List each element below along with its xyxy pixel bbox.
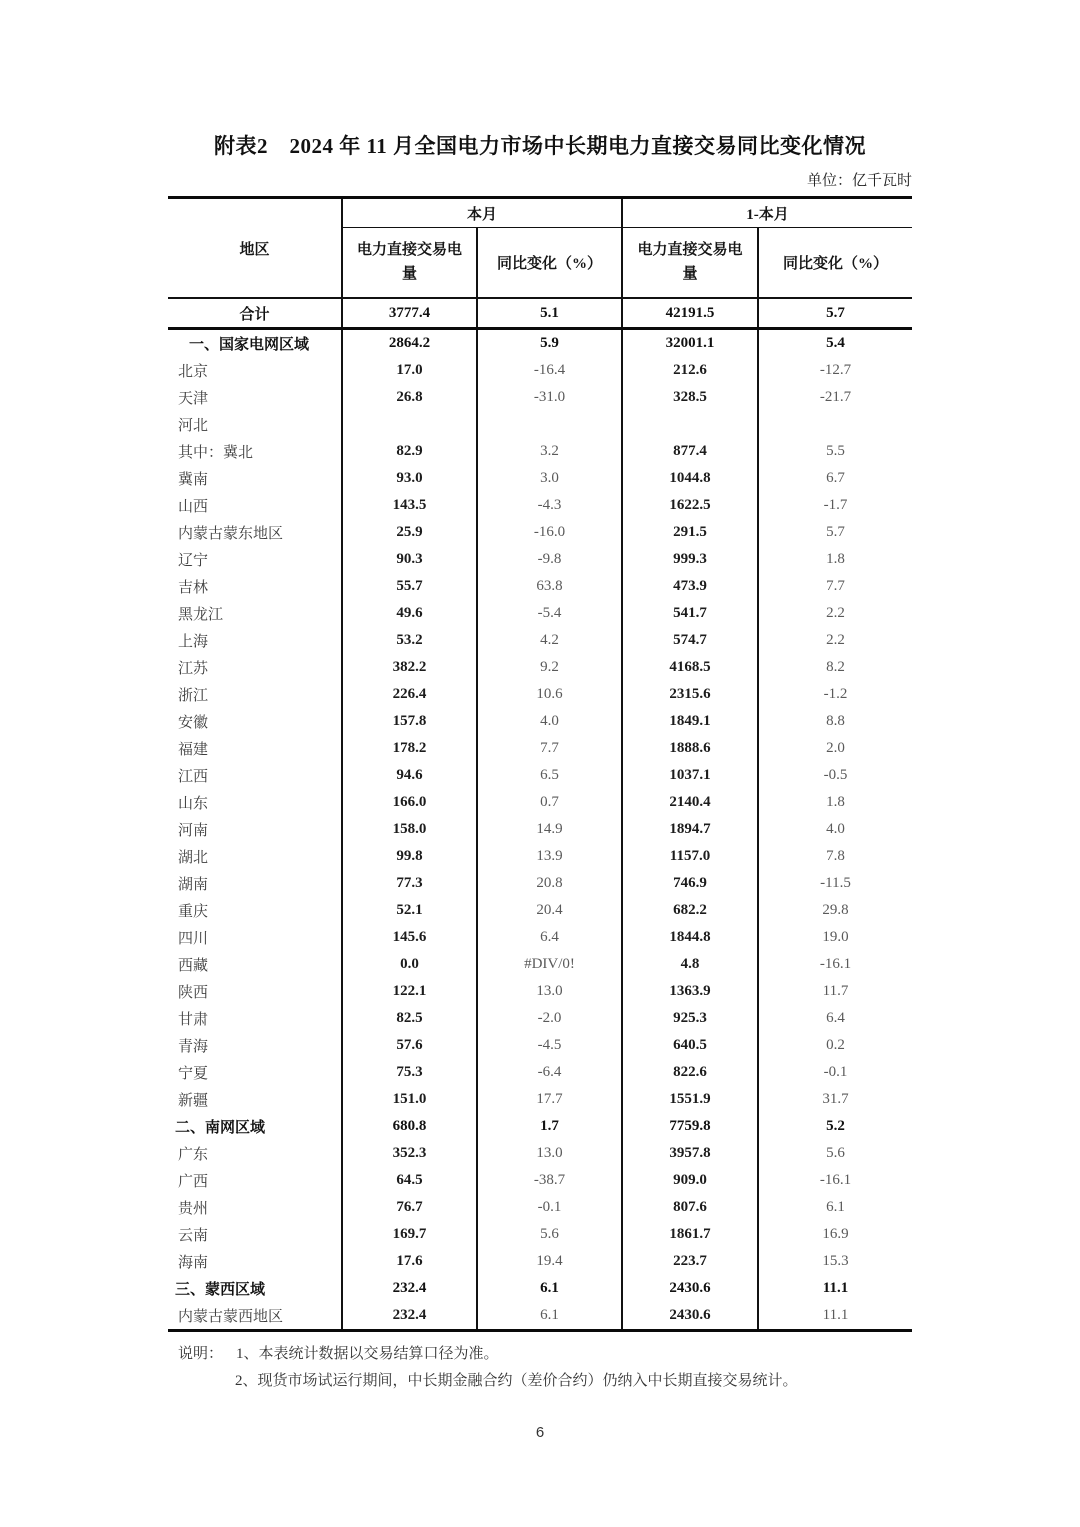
table-row bbox=[168, 897, 912, 924]
header-row-groups bbox=[168, 198, 912, 228]
cumulative-volume-cell: 2140.4 bbox=[622, 789, 758, 816]
page-number: 6 bbox=[535, 1424, 545, 1441]
month-volume-cell: 76.7 bbox=[342, 1194, 477, 1221]
cumulative-yoy-cell: 5.2 bbox=[758, 1113, 912, 1140]
cumulative-volume-cell: 909.0 bbox=[622, 1167, 758, 1194]
month-yoy-cell: -9.8 bbox=[477, 546, 622, 573]
table-row bbox=[168, 298, 912, 329]
region-cell: 二、南网区域 bbox=[175, 1120, 266, 1136]
cumulative-yoy-cell: -16.1 bbox=[758, 1167, 912, 1194]
month-volume-cell: 166.0 bbox=[342, 789, 477, 816]
region-cell: 四川 bbox=[178, 931, 209, 947]
region-cell: 河南 bbox=[178, 823, 209, 839]
region-cell: 黑龙江 bbox=[178, 607, 224, 623]
region-cell: 青海 bbox=[178, 1039, 209, 1055]
cumulative-volume-cell: 291.5 bbox=[622, 519, 758, 546]
region-cell: 西藏 bbox=[178, 958, 209, 974]
table-row bbox=[168, 546, 912, 573]
cumulative-yoy-cell: 29.8 bbox=[758, 897, 912, 924]
cumulative-volume-cell: 1844.8 bbox=[622, 924, 758, 951]
cumulative-volume-cell: 574.7 bbox=[622, 627, 758, 654]
cumulative-yoy-cell: 11.7 bbox=[758, 978, 912, 1005]
cumulative-yoy-cell: 5.7 bbox=[758, 519, 912, 546]
cumulative-yoy-cell: 19.0 bbox=[758, 924, 912, 951]
table-row bbox=[168, 1248, 912, 1275]
cumulative-yoy-cell: 11.1 bbox=[758, 1275, 912, 1302]
month-yoy-cell: 20.8 bbox=[477, 870, 622, 897]
cumulative-volume-cell: 746.9 bbox=[622, 870, 758, 897]
cumulative-volume-cell: 328.5 bbox=[622, 384, 758, 411]
cumulative-yoy-cell: 2.2 bbox=[758, 600, 912, 627]
table-row bbox=[168, 411, 912, 438]
month-yoy-cell: -2.0 bbox=[477, 1005, 622, 1032]
table-row bbox=[168, 1194, 912, 1221]
table-row bbox=[168, 465, 912, 492]
cumulative-yoy-cell: 7.7 bbox=[758, 573, 912, 600]
table-row bbox=[168, 978, 912, 1005]
cumulative-volume-cell: 1044.8 bbox=[622, 465, 758, 492]
cumulative-yoy-cell: 1.8 bbox=[758, 789, 912, 816]
cumulative-volume-cell: 640.5 bbox=[622, 1032, 758, 1059]
table-row bbox=[168, 924, 912, 951]
cumulative-volume-cell: 822.6 bbox=[622, 1059, 758, 1086]
region-cell: 安徽 bbox=[178, 715, 209, 731]
cumulative-yoy-cell: 6.1 bbox=[758, 1194, 912, 1221]
month-volume-cell: 53.2 bbox=[342, 627, 477, 654]
month-volume-cell: 64.5 bbox=[342, 1167, 477, 1194]
cumulative-volume-cell: 541.7 bbox=[622, 600, 758, 627]
cumulative-volume-cell: 2315.6 bbox=[622, 681, 758, 708]
table-row bbox=[168, 762, 912, 789]
region-cell: 天津 bbox=[178, 391, 209, 407]
header-cumulative-volume: 电力直接交易电量 bbox=[622, 228, 758, 299]
month-volume-cell: 55.7 bbox=[342, 573, 477, 600]
table-row bbox=[168, 1140, 912, 1167]
cumulative-yoy-cell: 11.1 bbox=[758, 1302, 912, 1331]
header-month-group: 本月 bbox=[342, 198, 622, 228]
table-row bbox=[168, 843, 912, 870]
month-volume-cell: 75.3 bbox=[342, 1059, 477, 1086]
table-row bbox=[168, 681, 912, 708]
month-yoy-cell: 1.7 bbox=[477, 1113, 622, 1140]
cumulative-volume-cell: 1622.5 bbox=[622, 492, 758, 519]
month-volume-cell: 82.5 bbox=[342, 1005, 477, 1032]
cumulative-volume-cell: 1849.1 bbox=[622, 708, 758, 735]
header-cumulative-yoy: 同比变化（%） bbox=[758, 228, 912, 299]
table-row bbox=[168, 573, 912, 600]
cumulative-yoy-cell bbox=[758, 411, 912, 438]
cumulative-yoy-cell: 15.3 bbox=[758, 1248, 912, 1275]
month-volume-cell: 178.2 bbox=[342, 735, 477, 762]
table-row bbox=[168, 789, 912, 816]
data-table bbox=[168, 196, 912, 1332]
cumulative-volume-cell: 1363.9 bbox=[622, 978, 758, 1005]
month-yoy-cell: -31.0 bbox=[477, 384, 622, 411]
note-line-1 bbox=[178, 1341, 912, 1368]
region-cell: 内蒙古蒙西地区 bbox=[178, 1309, 284, 1325]
cumulative-volume-cell: 1551.9 bbox=[622, 1086, 758, 1113]
cumulative-volume-cell: 1894.7 bbox=[622, 816, 758, 843]
cumulative-volume-cell: 1037.1 bbox=[622, 762, 758, 789]
cumulative-volume-cell: 223.7 bbox=[622, 1248, 758, 1275]
month-volume-cell: 2864.2 bbox=[342, 329, 477, 358]
region-cell: 上海 bbox=[178, 634, 209, 650]
table-row bbox=[168, 627, 912, 654]
region-cell: 云南 bbox=[178, 1228, 209, 1244]
month-volume-cell: 52.1 bbox=[342, 897, 477, 924]
table-row bbox=[168, 357, 912, 384]
cumulative-volume-cell: 32001.1 bbox=[622, 329, 758, 358]
month-volume-cell: 77.3 bbox=[342, 870, 477, 897]
month-yoy-cell: -0.1 bbox=[477, 1194, 622, 1221]
cumulative-yoy-cell: 4.0 bbox=[758, 816, 912, 843]
cumulative-yoy-cell: 2.0 bbox=[758, 735, 912, 762]
month-yoy-cell: 6.1 bbox=[477, 1275, 622, 1302]
region-cell: 冀南 bbox=[178, 472, 209, 488]
month-volume-cell: 158.0 bbox=[342, 816, 477, 843]
table-row bbox=[168, 1275, 912, 1302]
cumulative-volume-cell: 999.3 bbox=[622, 546, 758, 573]
cumulative-volume-cell: 42191.5 bbox=[622, 298, 758, 329]
month-yoy-cell: 5.9 bbox=[477, 329, 622, 358]
month-volume-cell: 382.2 bbox=[342, 654, 477, 681]
table-row bbox=[168, 1113, 912, 1140]
table-body bbox=[168, 298, 912, 1331]
month-yoy-cell: 13.0 bbox=[477, 1140, 622, 1167]
table-row bbox=[168, 1032, 912, 1059]
month-volume-cell bbox=[342, 411, 477, 438]
cumulative-yoy-cell: 5.5 bbox=[758, 438, 912, 465]
cumulative-volume-cell: 473.9 bbox=[622, 573, 758, 600]
table-row bbox=[168, 1059, 912, 1086]
month-yoy-cell: 13.0 bbox=[477, 978, 622, 1005]
table-row bbox=[168, 816, 912, 843]
document-content bbox=[168, 0, 912, 1395]
month-volume-cell: 94.6 bbox=[342, 762, 477, 789]
month-volume-cell: 0.0 bbox=[342, 951, 477, 978]
table-row bbox=[168, 492, 912, 519]
month-volume-cell: 25.9 bbox=[342, 519, 477, 546]
month-yoy-cell: #DIV/0! bbox=[477, 951, 622, 978]
month-yoy-cell: -4.3 bbox=[477, 492, 622, 519]
unit-label: 单位：亿千瓦时 bbox=[806, 173, 912, 189]
month-yoy-cell: 19.4 bbox=[477, 1248, 622, 1275]
month-yoy-cell: 7.7 bbox=[477, 735, 622, 762]
region-cell: 贵州 bbox=[178, 1201, 209, 1217]
region-cell: 广东 bbox=[178, 1147, 209, 1163]
header-region: 地区 bbox=[168, 198, 342, 299]
cumulative-yoy-cell: -0.1 bbox=[758, 1059, 912, 1086]
month-yoy-cell: 3.0 bbox=[477, 465, 622, 492]
month-volume-cell: 90.3 bbox=[342, 546, 477, 573]
cumulative-yoy-cell: -11.5 bbox=[758, 870, 912, 897]
month-volume-cell: 151.0 bbox=[342, 1086, 477, 1113]
cumulative-yoy-cell: -16.1 bbox=[758, 951, 912, 978]
header-month-volume: 电力直接交易电量 bbox=[342, 228, 477, 299]
region-cell: 其中：冀北 bbox=[178, 445, 254, 461]
month-yoy-cell: 5.6 bbox=[477, 1221, 622, 1248]
table-row bbox=[168, 735, 912, 762]
month-volume-cell: 232.4 bbox=[342, 1275, 477, 1302]
table-row bbox=[168, 708, 912, 735]
month-volume-cell: 17.0 bbox=[342, 357, 477, 384]
region-cell: 内蒙古蒙东地区 bbox=[178, 526, 284, 542]
month-volume-cell: 3777.4 bbox=[342, 298, 477, 329]
month-yoy-cell: -5.4 bbox=[477, 600, 622, 627]
cumulative-yoy-cell: 6.4 bbox=[758, 1005, 912, 1032]
region-cell: 新疆 bbox=[178, 1093, 209, 1109]
cumulative-yoy-cell: 5.4 bbox=[758, 329, 912, 358]
region-cell: 甘肃 bbox=[178, 1012, 209, 1028]
cumulative-yoy-cell: -1.2 bbox=[758, 681, 912, 708]
region-cell: 宁夏 bbox=[178, 1066, 209, 1082]
cumulative-yoy-cell: 6.7 bbox=[758, 465, 912, 492]
cumulative-volume-cell bbox=[622, 411, 758, 438]
month-yoy-cell: 3.2 bbox=[477, 438, 622, 465]
header-month-yoy: 同比变化（%） bbox=[477, 228, 622, 299]
month-volume-cell: 352.3 bbox=[342, 1140, 477, 1167]
month-yoy-cell: 63.8 bbox=[477, 573, 622, 600]
region-cell: 福建 bbox=[178, 742, 209, 758]
month-volume-cell: 232.4 bbox=[342, 1302, 477, 1331]
month-volume-cell: 49.6 bbox=[342, 600, 477, 627]
header-cumulative-group: 1-本月 bbox=[622, 198, 912, 228]
month-yoy-cell: -4.5 bbox=[477, 1032, 622, 1059]
cumulative-volume-cell: 1888.6 bbox=[622, 735, 758, 762]
region-cell: 合计 bbox=[168, 298, 342, 329]
month-volume-cell: 17.6 bbox=[342, 1248, 477, 1275]
table-row bbox=[168, 1086, 912, 1113]
region-cell: 河北 bbox=[178, 418, 209, 434]
region-cell: 浙江 bbox=[178, 688, 209, 704]
region-cell: 辽宁 bbox=[178, 553, 209, 569]
region-cell: 江苏 bbox=[178, 661, 209, 677]
month-volume-cell: 93.0 bbox=[342, 465, 477, 492]
month-yoy-cell: 4.0 bbox=[477, 708, 622, 735]
table-row bbox=[168, 654, 912, 681]
month-yoy-cell: 10.6 bbox=[477, 681, 622, 708]
month-volume-cell: 680.8 bbox=[342, 1113, 477, 1140]
cumulative-volume-cell: 4.8 bbox=[622, 951, 758, 978]
cumulative-yoy-cell: 5.6 bbox=[758, 1140, 912, 1167]
region-cell: 重庆 bbox=[178, 904, 209, 920]
month-volume-cell: 82.9 bbox=[342, 438, 477, 465]
notes bbox=[168, 1341, 912, 1395]
table-row bbox=[168, 1221, 912, 1248]
month-yoy-cell: 9.2 bbox=[477, 654, 622, 681]
month-volume-cell: 122.1 bbox=[342, 978, 477, 1005]
cumulative-yoy-cell: -21.7 bbox=[758, 384, 912, 411]
cumulative-volume-cell: 682.2 bbox=[622, 897, 758, 924]
month-volume-cell: 145.6 bbox=[342, 924, 477, 951]
cumulative-volume-cell: 4168.5 bbox=[622, 654, 758, 681]
cumulative-volume-cell: 2430.6 bbox=[622, 1275, 758, 1302]
region-cell: 海南 bbox=[178, 1255, 209, 1271]
month-volume-cell: 99.8 bbox=[342, 843, 477, 870]
cumulative-volume-cell: 1157.0 bbox=[622, 843, 758, 870]
month-volume-cell: 26.8 bbox=[342, 384, 477, 411]
month-volume-cell: 226.4 bbox=[342, 681, 477, 708]
month-yoy-cell: -16.4 bbox=[477, 357, 622, 384]
cumulative-yoy-cell: 8.8 bbox=[758, 708, 912, 735]
note-item-1: 1、本表统计数据以交易结算口径为准。 bbox=[236, 1346, 499, 1362]
month-volume-cell: 169.7 bbox=[342, 1221, 477, 1248]
cumulative-yoy-cell: 1.8 bbox=[758, 546, 912, 573]
table-row bbox=[168, 438, 912, 465]
region-cell: 山西 bbox=[178, 499, 209, 515]
month-yoy-cell: -16.0 bbox=[477, 519, 622, 546]
cumulative-volume-cell: 807.6 bbox=[622, 1194, 758, 1221]
cumulative-volume-cell: 7759.8 bbox=[622, 1113, 758, 1140]
region-cell: 陕西 bbox=[178, 985, 209, 1001]
cumulative-volume-cell: 925.3 bbox=[622, 1005, 758, 1032]
month-yoy-cell: 4.2 bbox=[477, 627, 622, 654]
region-cell: 北京 bbox=[178, 364, 209, 380]
cumulative-yoy-cell: 8.2 bbox=[758, 654, 912, 681]
note-label: 说明： bbox=[178, 1346, 224, 1362]
month-volume-cell: 143.5 bbox=[342, 492, 477, 519]
cumulative-yoy-cell: 16.9 bbox=[758, 1221, 912, 1248]
cumulative-yoy-cell: 2.2 bbox=[758, 627, 912, 654]
region-cell: 三、蒙西区域 bbox=[175, 1282, 266, 1298]
cumulative-yoy-cell: 31.7 bbox=[758, 1086, 912, 1113]
region-cell: 湖北 bbox=[178, 850, 209, 866]
table-row bbox=[168, 600, 912, 627]
cumulative-volume-cell: 212.6 bbox=[622, 357, 758, 384]
month-yoy-cell: 20.4 bbox=[477, 897, 622, 924]
cumulative-yoy-cell: 7.8 bbox=[758, 843, 912, 870]
region-cell: 广西 bbox=[178, 1174, 209, 1190]
note-item-2: 2、现货市场试运行期间，中长期金融合约（差价合约）仍纳入中长期直接交易统计。 bbox=[235, 1373, 798, 1389]
cumulative-yoy-cell: -0.5 bbox=[758, 762, 912, 789]
cumulative-volume-cell: 3957.8 bbox=[622, 1140, 758, 1167]
month-volume-cell: 57.6 bbox=[342, 1032, 477, 1059]
region-cell: 江西 bbox=[178, 769, 209, 785]
month-yoy-cell: 0.7 bbox=[477, 789, 622, 816]
region-cell: 山东 bbox=[178, 796, 209, 812]
region-cell: 湖南 bbox=[178, 877, 209, 893]
month-volume-cell: 157.8 bbox=[342, 708, 477, 735]
region-cell: 吉林 bbox=[178, 580, 209, 596]
table-row bbox=[168, 870, 912, 897]
table-row bbox=[168, 1167, 912, 1194]
page-title: 附表2 2024 年 11 月全国电力市场中长期电力直接交易同比变化情况 bbox=[213, 134, 867, 158]
table-row bbox=[168, 1302, 912, 1331]
month-yoy-cell: 6.5 bbox=[477, 762, 622, 789]
month-yoy-cell bbox=[477, 411, 622, 438]
cumulative-volume-cell: 1861.7 bbox=[622, 1221, 758, 1248]
month-yoy-cell: 6.1 bbox=[477, 1302, 622, 1331]
table-header bbox=[168, 198, 912, 299]
table-row bbox=[168, 329, 912, 358]
cumulative-yoy-cell: -12.7 bbox=[758, 357, 912, 384]
cumulative-yoy-cell: 0.2 bbox=[758, 1032, 912, 1059]
note-line-2 bbox=[235, 1368, 912, 1395]
region-cell: 一、国家电网区域 bbox=[189, 337, 310, 353]
cumulative-yoy-cell: 5.7 bbox=[758, 298, 912, 329]
table-row bbox=[168, 384, 912, 411]
month-yoy-cell: 6.4 bbox=[477, 924, 622, 951]
table-row bbox=[168, 951, 912, 978]
table-row bbox=[168, 519, 912, 546]
month-yoy-cell: -6.4 bbox=[477, 1059, 622, 1086]
cumulative-volume-cell: 877.4 bbox=[622, 438, 758, 465]
table-row bbox=[168, 1005, 912, 1032]
month-yoy-cell: 17.7 bbox=[477, 1086, 622, 1113]
cumulative-volume-cell: 2430.6 bbox=[622, 1302, 758, 1331]
month-yoy-cell: 14.9 bbox=[477, 816, 622, 843]
month-yoy-cell: -38.7 bbox=[477, 1167, 622, 1194]
month-yoy-cell: 13.9 bbox=[477, 843, 622, 870]
month-yoy-cell: 5.1 bbox=[477, 298, 622, 329]
cumulative-yoy-cell: -1.7 bbox=[758, 492, 912, 519]
